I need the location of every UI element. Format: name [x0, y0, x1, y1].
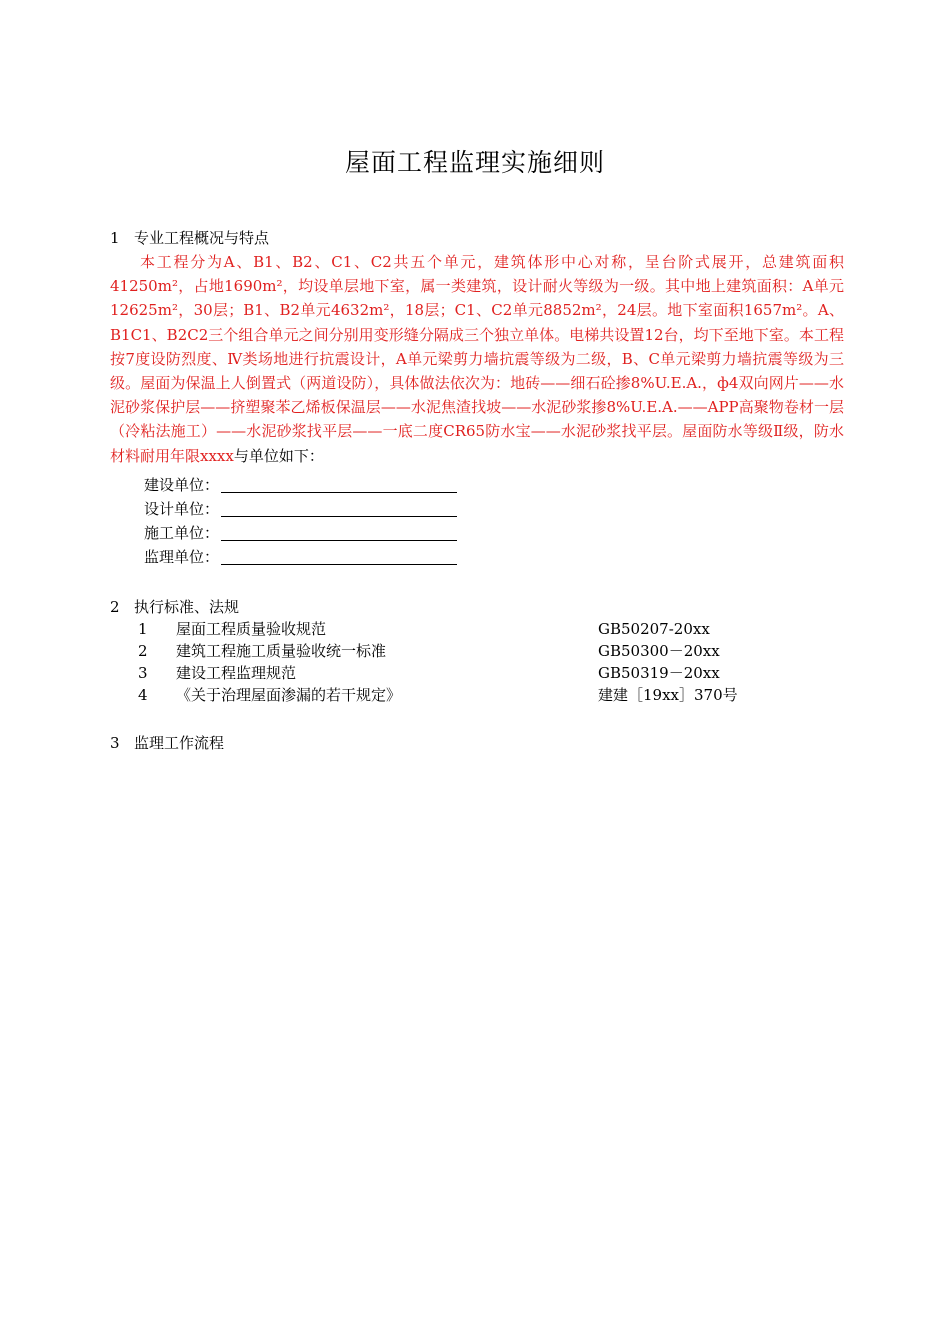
unit-label: 施工单位：	[144, 524, 220, 542]
standard-index: 3	[138, 664, 148, 682]
standard-row	[138, 662, 758, 684]
unit-row-contractor	[144, 522, 457, 544]
unit-label: 建设单位：	[144, 476, 220, 494]
unit-row-construction	[144, 474, 457, 496]
section-2-number: 2	[110, 598, 120, 616]
standard-name: 建设工程监理规范	[176, 664, 297, 682]
overview-trailing-text: 与单位如下：	[233, 446, 324, 465]
standard-index: 2	[138, 642, 148, 660]
document-title: 屋面工程监理实施细则	[344, 148, 605, 177]
unit-row-design	[144, 498, 457, 520]
standard-code: 建建［19xx］370号	[598, 686, 738, 704]
standard-index: 1	[138, 620, 148, 638]
section-2-title: 执行标准、法规	[134, 598, 240, 616]
section-1-title: 专业工程概况与特点	[134, 229, 270, 247]
unit-fill-line[interactable]	[221, 526, 457, 541]
standard-code: GB50207-20xx	[598, 620, 710, 638]
standard-row	[138, 684, 758, 706]
standard-name: 屋面工程质量验收规范	[176, 620, 327, 638]
unit-fill-line[interactable]	[221, 550, 457, 565]
section-1-heading	[110, 228, 269, 248]
section-3-number: 3	[110, 734, 120, 752]
unit-label: 监理单位：	[144, 548, 220, 566]
section-1-number: 1	[110, 229, 120, 247]
unit-row-supervision	[144, 546, 457, 568]
project-overview-paragraph	[110, 250, 844, 468]
standard-row	[138, 640, 758, 662]
section-3-title: 监理工作流程	[134, 734, 225, 752]
standard-index: 4	[138, 686, 148, 704]
unit-label: 设计单位：	[144, 500, 220, 518]
standard-name: 建筑工程施工质量验收统一标准	[176, 642, 387, 660]
section-2-heading	[110, 597, 239, 617]
standard-code: GB50319－20xx	[598, 664, 720, 682]
standard-code: GB50300－20xx	[598, 642, 720, 660]
unit-fill-line[interactable]	[221, 478, 457, 493]
unit-fill-line[interactable]	[221, 502, 457, 517]
section-3-heading	[110, 733, 224, 753]
standard-row	[138, 618, 758, 640]
overview-highlighted-text: 本工程分为A、B1、B2、C1、C2共五个单元，建筑体形中心对称，呈台阶式展开，总建筑面积41250m²，占地1690m²，均设单层地下室，属一类建筑，设计耐火等级为一级。其中地上建筑面积：A单元12625m²，30层；B1、B2单元4632m²，18层；C1、C2单元8852m²，24层。地下室面积1657m²。A、B1C1、B2C2三个组合单元之间分别用变形缝分隔成三个独立单体。电梯共设置12台，均下至地下室。本工程按7度设防烈度、Ⅳ类场地进行抗震设计，A单元梁剪力墙抗震等级为二级，B、C单元梁剪力墙抗震等级为三级。屋面为保温上人倒置式（两道设防），具体做法依次为：地砖——细石砼掺8%U.E.A.，ф4双向网片——水泥砂浆保护层——挤塑聚苯乙烯板保温层——水泥焦渣找坡——水泥砂浆掺8%U.E.A.——APP高聚物卷材一层（冷粘法施工）——水泥砂浆找平层——一底二度CR65防水宝——水泥砂浆找平层。屋面防水等级Ⅱ级，防水材料耐用年限xxxx	[110, 253, 844, 465]
standard-name: 《关于治理屋面渗漏的若干规定》	[176, 686, 402, 704]
